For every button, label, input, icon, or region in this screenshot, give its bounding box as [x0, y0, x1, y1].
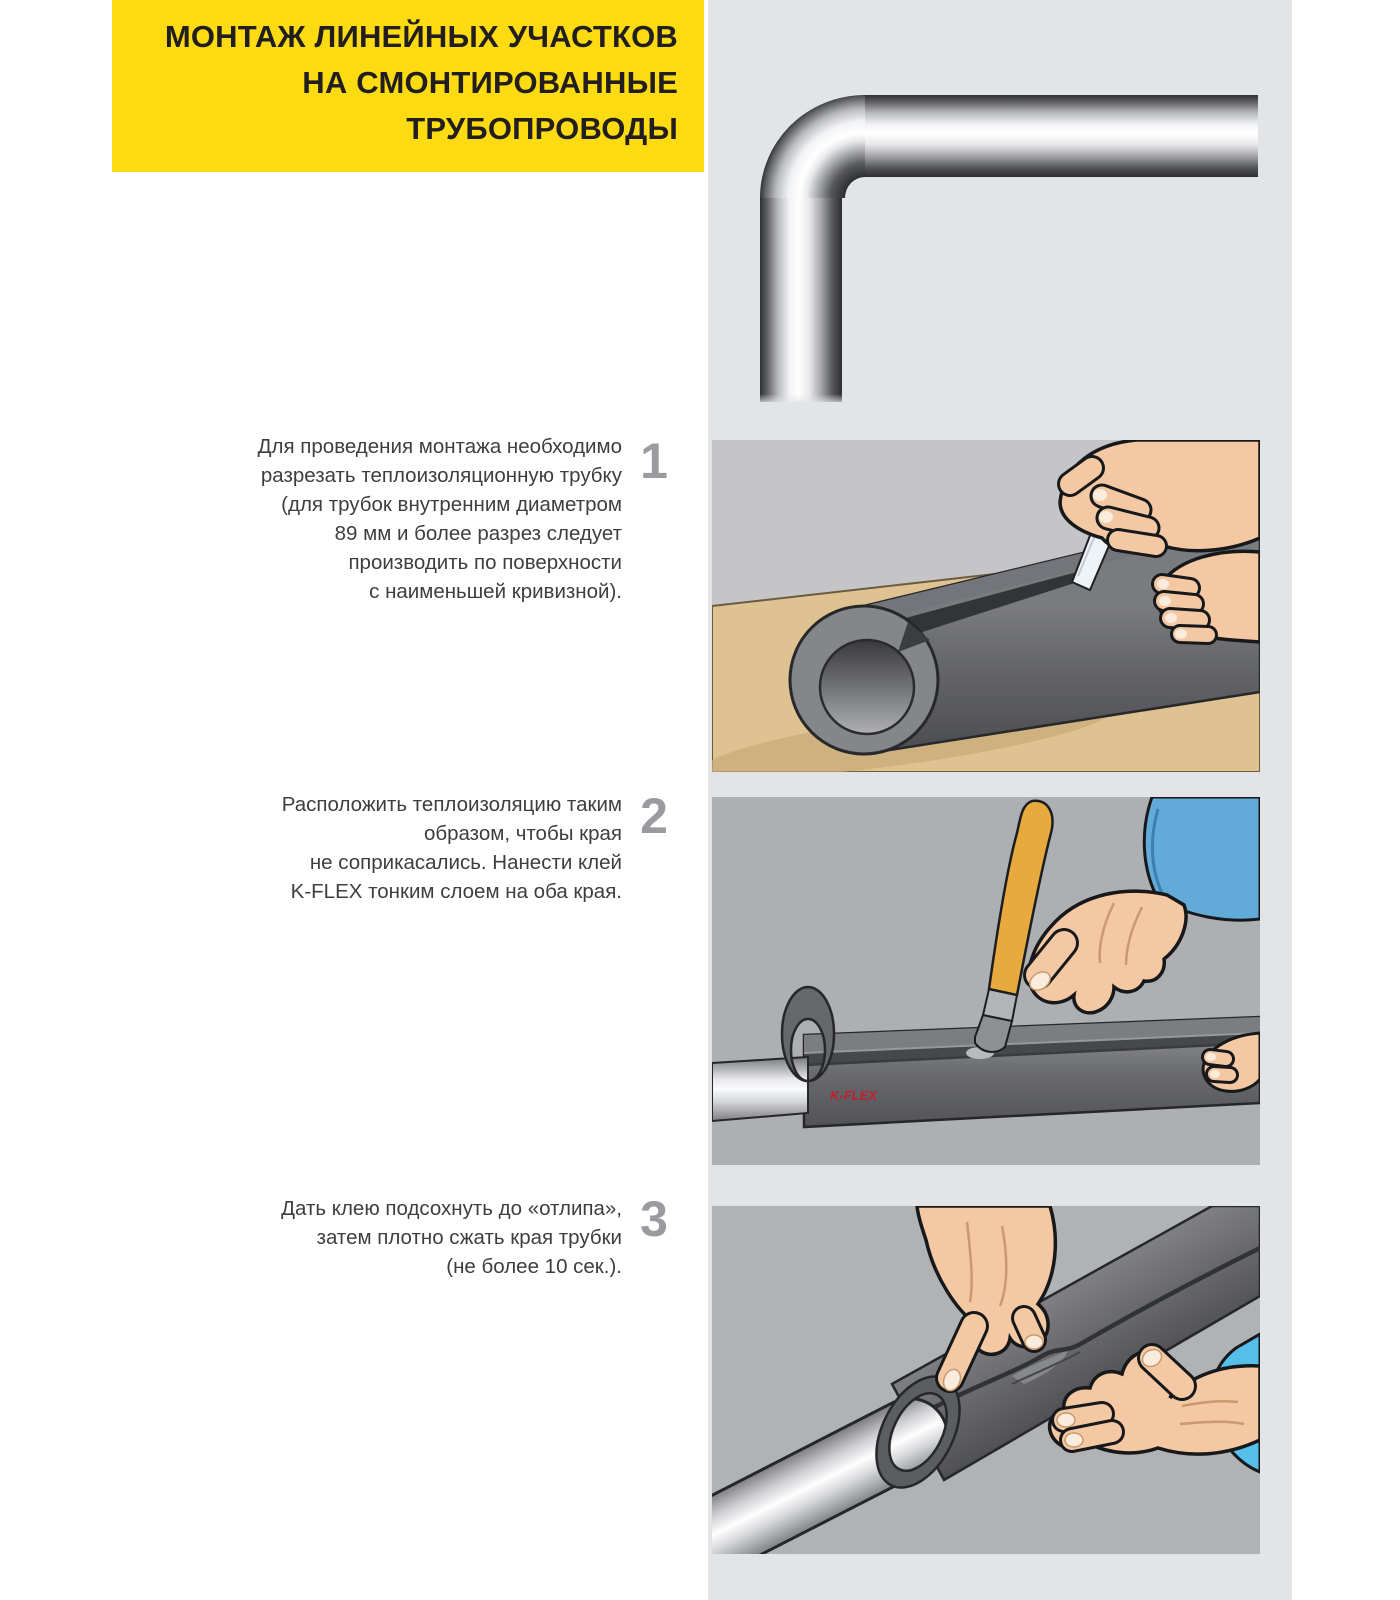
step-1-line: 89 мм и более разрез следует: [334, 522, 622, 545]
title-box: [112, 0, 704, 172]
step-2-text: [140, 790, 622, 906]
step-2-number: 2: [640, 788, 668, 844]
step-1-text: [140, 432, 622, 606]
step-3-line: затем плотно сжать края трубки: [316, 1226, 622, 1249]
step-2-line: K-FLEX тонким слоем на оба края.: [290, 880, 622, 903]
step-2-line: не соприкасались. Нанести клей: [309, 851, 622, 874]
step-1-line: разрезать теплоизоляционную трубку: [260, 464, 622, 487]
step-3-number: 3: [640, 1191, 668, 1247]
step-1-line: (для трубок внутренним диаметром: [281, 493, 622, 516]
step-1-illustration: [712, 440, 1260, 772]
pipe-vertical-segment: [760, 196, 842, 402]
step-3-text: [140, 1194, 622, 1281]
step-2-line: образом, чтобы края: [423, 822, 622, 845]
step-3-line: (не более 10 сек.).: [446, 1255, 622, 1278]
step-1-line: Для проведения монтажа необходимо: [257, 435, 622, 458]
step-3-illustration: [712, 1206, 1260, 1554]
step-3-line: Дать клею подсохнуть до «отлипа»,: [281, 1197, 622, 1220]
page-title-line-2: НА СМОНТИРОВАННЫЕ: [302, 65, 678, 100]
step-1-line: производить по поверхности: [348, 551, 622, 574]
cutting-hand: [1060, 440, 1260, 552]
step-2-line: Расположить теплоизоляцию таким: [281, 793, 622, 816]
step-1-number: 1: [640, 433, 668, 489]
step-1-line: с наименьшей кривизной).: [369, 580, 622, 603]
page-title-line-1: МОНТАЖ ЛИНЕЙНЫХ УЧАСТКОВ: [164, 19, 678, 54]
pipe-elbow-illustration: [708, 0, 1292, 430]
step-2-illustration: [712, 797, 1260, 1165]
pipe-end-fade: [756, 394, 846, 404]
pipe-horizontal-segment: [865, 95, 1258, 177]
brand-logo: K-FLEX: [830, 1088, 877, 1103]
page-title-line-3: ТРУБОПРОВОДЫ: [406, 111, 678, 146]
pipe-bend: [760, 95, 865, 198]
tube-bore: [820, 640, 914, 734]
